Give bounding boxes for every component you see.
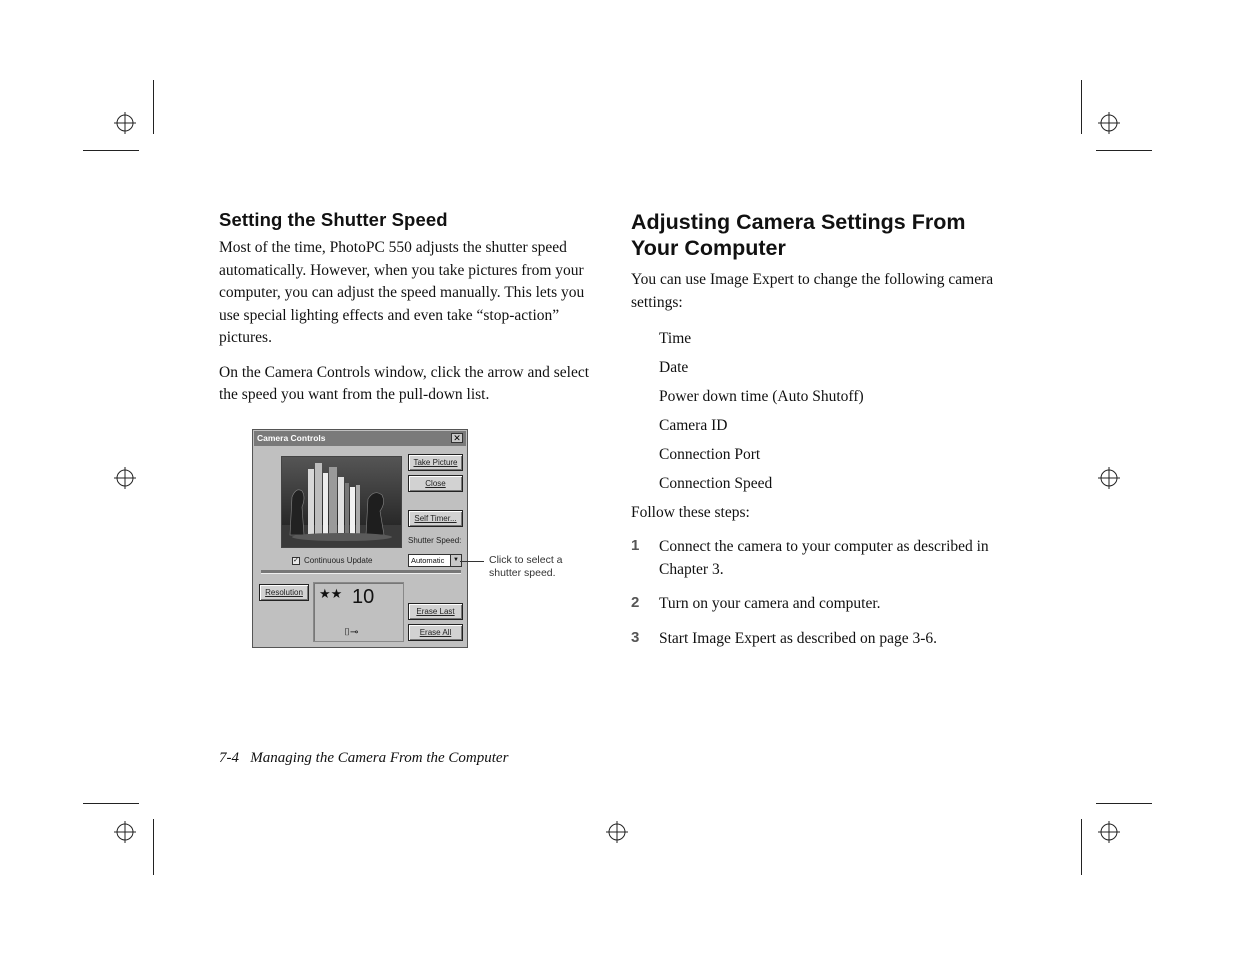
- camera-controls-window: [252, 429, 468, 648]
- step-text: Turn on your camera and computer.: [659, 595, 881, 612]
- steps-list: [631, 536, 1016, 650]
- list-item: Connection Speed: [659, 475, 773, 492]
- step-item: [631, 628, 1016, 651]
- window-title-bar: [254, 431, 466, 446]
- left-column: [219, 209, 604, 419]
- erase-last-button[interactable]: Erase Last: [408, 603, 463, 620]
- window-title: Camera Controls: [257, 433, 326, 443]
- callout-line-1: Click to select a: [489, 554, 563, 566]
- close-button[interactable]: Close: [408, 475, 463, 492]
- crop-mark-line: [1096, 150, 1152, 151]
- registration-target-icon: [1098, 467, 1120, 489]
- list-item: Connection Port: [659, 446, 761, 463]
- camera-connection-icon: ⌷⊸: [344, 627, 359, 638]
- registration-target-icon: [1098, 821, 1120, 843]
- crop-mark-line: [83, 803, 139, 804]
- bookends-photo: [282, 457, 401, 547]
- intro-paragraph: You can use Image Expert to change the following camera settings:: [631, 271, 994, 311]
- crop-mark-line: [153, 819, 154, 875]
- settings-list: [631, 328, 1016, 502]
- close-icon[interactable]: ✕: [451, 433, 463, 443]
- crop-mark-line: [1081, 80, 1082, 134]
- page-footer: [219, 750, 508, 767]
- erase-all-button[interactable]: Erase All: [408, 624, 463, 641]
- registration-target-icon: [606, 821, 628, 843]
- step-item: [631, 593, 1016, 616]
- picture-count: 10: [352, 586, 375, 608]
- list-item: Power down time (Auto Shutoff): [659, 388, 864, 405]
- continuous-update-checkbox[interactable]: ✓: [293, 557, 299, 564]
- section-heading-shutter-speed: Setting the Shutter Speed: [219, 209, 448, 230]
- registration-target-icon: [114, 112, 136, 134]
- shutter-speed-select[interactable]: [408, 554, 462, 567]
- chevron-down-icon[interactable]: ▼: [450, 555, 461, 566]
- step-item: [631, 536, 1016, 581]
- quality-stars-icon: ★★: [319, 586, 343, 601]
- step-text: Start Image Expert as described on page 3-6.: [659, 629, 938, 647]
- crop-mark-line: [153, 80, 154, 134]
- list-item: Date: [659, 359, 689, 376]
- shutter-speed-label: Shutter Speed:: [408, 536, 462, 545]
- right-column: [631, 209, 1016, 662]
- take-picture-button[interactable]: Take Picture: [408, 454, 463, 471]
- resolution-button[interactable]: Resolution: [259, 584, 309, 601]
- step-number: 3: [631, 628, 640, 646]
- follow-steps-text: Follow these steps:: [631, 504, 750, 521]
- section-heading-camera-settings: Adjusting Camera Settings From Your Computer: [631, 210, 966, 260]
- self-timer-button[interactable]: Self Timer...: [408, 510, 463, 527]
- body-paragraph: Most of the time, PhotoPC 550 adjusts the shutter speed automatically. However, when you take pictures from your computer, you can adjust the speed manually. This lets you use special lighting effects and even take “stop-action” pictures.: [219, 239, 585, 346]
- window-divider: [261, 570, 461, 574]
- step-text: Connect the camera to your computer as described in Chapter 3.: [659, 538, 989, 578]
- callout-line-2: shutter speed.: [489, 566, 556, 579]
- crop-mark-line: [1081, 819, 1082, 875]
- list-item: Camera ID: [659, 417, 728, 434]
- step-number: 2: [631, 594, 640, 611]
- registration-target-icon: [114, 467, 136, 489]
- registration-target-icon: [1098, 112, 1120, 134]
- callout-leader-line: [460, 561, 484, 562]
- callout-text: [489, 554, 563, 579]
- crop-mark-line: [83, 150, 139, 151]
- page-number: 7-4: [219, 750, 239, 766]
- chapter-title: Managing the Camera From the Computer: [250, 750, 509, 766]
- body-paragraph: On the Camera Controls window, click the arrow and select the speed you want from the pull-down list.: [219, 363, 590, 403]
- camera-status-panel: [313, 582, 404, 642]
- list-item: Time: [659, 330, 692, 347]
- camera-preview-image: [281, 456, 402, 548]
- registration-target-icon: [114, 821, 136, 843]
- continuous-update-label: Continuous Update: [304, 556, 373, 565]
- step-number: 1: [631, 537, 640, 554]
- shutter-speed-value: Automatic: [411, 556, 445, 565]
- crop-mark-line: [1096, 803, 1152, 804]
